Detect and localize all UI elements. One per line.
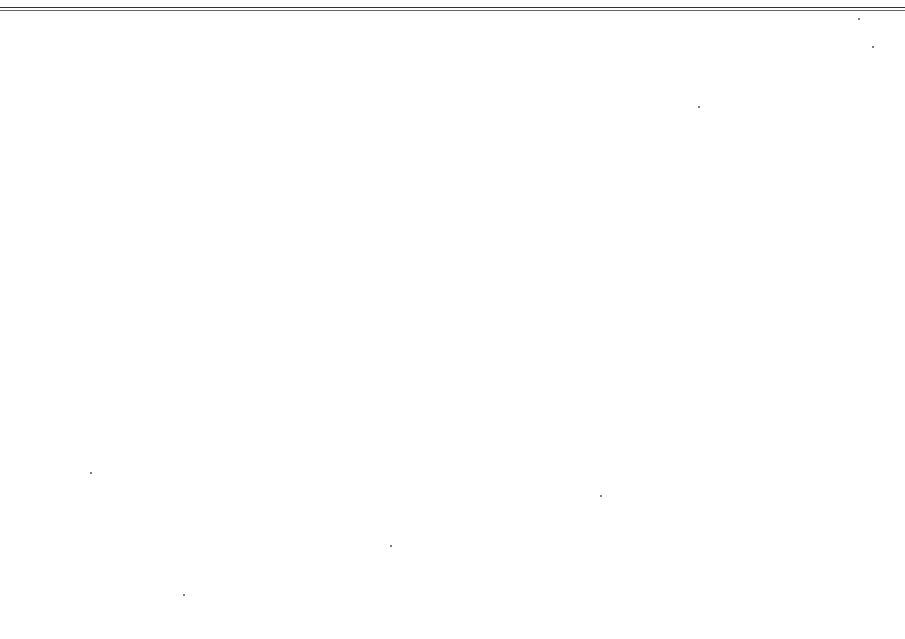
- top-border-line: [0, 7, 905, 8]
- scan-speck: [872, 46, 874, 48]
- scan-speck: [858, 18, 860, 20]
- scan-speck: [390, 545, 392, 547]
- scan-speck: [600, 495, 602, 497]
- scan-speck: [90, 472, 92, 474]
- scan-speck: [698, 106, 700, 108]
- scan-speck: [183, 594, 185, 596]
- top-border-line-secondary: [0, 10, 905, 11]
